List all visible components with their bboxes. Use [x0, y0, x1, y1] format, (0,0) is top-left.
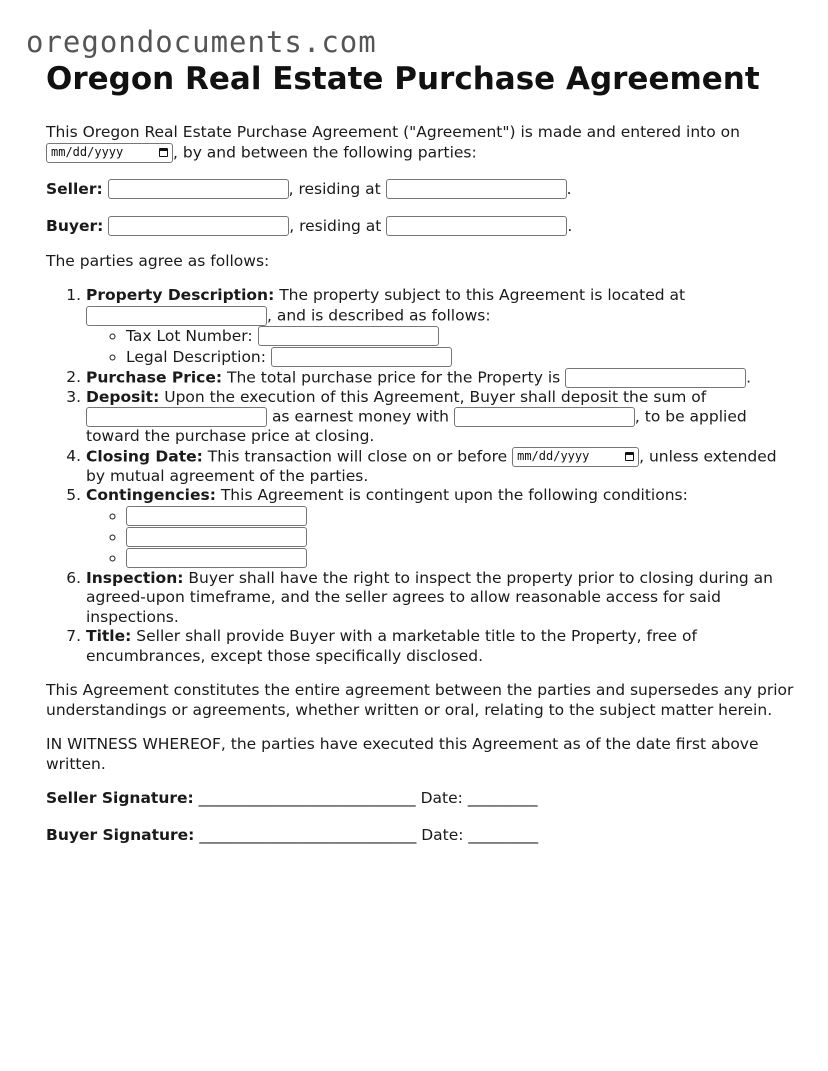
seller-name-input[interactable]: [108, 179, 289, 199]
deposit-label: Deposit:: [86, 387, 160, 406]
contingency-input-2[interactable]: [126, 527, 307, 547]
closing-label: Closing Date:: [86, 447, 203, 465]
list-item: [126, 548, 796, 569]
contingency-input-1[interactable]: [126, 506, 307, 526]
list-item-contingencies: [86, 486, 796, 569]
title-label: Title:: [86, 627, 132, 645]
closing-date-input[interactable]: [512, 447, 639, 467]
buyer-address-input[interactable]: [386, 216, 567, 236]
price-text: The total purchase price for the Property is: [227, 368, 561, 386]
legal-description-input[interactable]: [271, 347, 452, 367]
price-label: Purchase Price:: [86, 368, 223, 386]
closing-after-text: , unless extended by mutual agreement of the parties.: [86, 447, 777, 485]
intro-text-after: , by and between the following parties:: [173, 143, 477, 161]
escrow-holder-input[interactable]: [454, 407, 635, 427]
seller-residing-text: , residing at: [288, 179, 381, 198]
seller-signature-label: Seller Signature:: [46, 789, 194, 807]
date-placeholder: mm/dd/yyyy: [517, 448, 590, 463]
seller-line: [46, 178, 796, 200]
deposit-after-text: , to be applied toward the purchase price at closing.: [86, 407, 747, 445]
list-item-price: [86, 368, 796, 388]
closing-text: This transaction will close on or before: [207, 447, 508, 465]
list-item-closing: [86, 447, 796, 487]
list-item-property: [86, 286, 796, 368]
list-item-title: [86, 627, 796, 666]
buyer-name-input[interactable]: [108, 216, 289, 236]
intro-text: This Oregon Real Estate Purchase Agreement ("Agreement") is made and entered into on: [46, 123, 740, 141]
buyer-signature-blank: ____________________________ Date: _________: [199, 825, 539, 844]
contingencies-list: [86, 506, 796, 569]
property-after-text: , and is described as follows:: [267, 306, 491, 324]
seller-label: Seller:: [46, 179, 103, 198]
period: .: [566, 179, 572, 198]
list-item-deposit: [86, 388, 796, 447]
tax-lot-input[interactable]: [258, 326, 439, 346]
seller-signature-line: [46, 789, 796, 809]
buyer-signature-line: [46, 826, 796, 846]
buyer-residing-text: , residing at: [289, 216, 382, 235]
seller-address-input[interactable]: [386, 179, 567, 199]
period: .: [567, 216, 573, 235]
deposit-mid-text: as earnest money with: [271, 407, 449, 426]
contingencies-label: Contingencies:: [86, 486, 216, 504]
date-placeholder: mm/dd/yyyy: [51, 144, 124, 159]
buyer-signature-label: Buyer Signature:: [46, 825, 195, 844]
witness-paragraph: IN WITNESS WHEREOF, the parties have executed this Agreement as of the date first above written.: [46, 735, 759, 773]
deposit-amount-input[interactable]: [86, 407, 267, 427]
contingencies-text: This Agreement is contingent upon the following conditions:: [220, 486, 688, 504]
list-item: [126, 347, 796, 368]
list-item: [126, 527, 796, 548]
buyer-label: Buyer:: [46, 216, 104, 235]
deposit-text: Upon the execution of this Agreement, Buyer shall deposit the sum of: [164, 387, 707, 406]
contingency-input-3[interactable]: [126, 548, 307, 568]
intro-paragraph: [46, 123, 796, 163]
list-item: [126, 506, 796, 527]
tax-lot-label: Tax Lot Number:: [126, 326, 253, 345]
list-item-inspection: [86, 569, 796, 628]
document: [46, 60, 796, 845]
agreement-date-input[interactable]: [46, 143, 173, 163]
page-title: Oregon Real Estate Purchase Agreement: [46, 61, 760, 97]
seller-signature-blank: ____________________________ Date: _________: [198, 789, 538, 807]
title-text: Seller shall provide Buyer with a marketable title to the Property, free of encumbrances, except those specifically disclosed.: [86, 627, 697, 665]
agree-text: The parties agree as follows:: [46, 251, 270, 270]
terms-list: [46, 286, 796, 666]
watermark: oregondocuments.com: [26, 25, 377, 59]
legal-description-label: Legal Description:: [126, 347, 266, 366]
inspection-label: Inspection:: [86, 568, 184, 587]
list-item: [126, 326, 796, 347]
inspection-text: Buyer shall have the right to inspect the property prior to closing during an agreed-upon timeframe, and the seller agrees to allow reasonable access for said inspections.: [86, 568, 774, 626]
calendar-icon[interactable]: [159, 148, 168, 157]
property-details-list: [86, 326, 796, 368]
entire-agreement-paragraph: This Agreement constitutes the entire agreement between the parties and supersedes any prior understandings or agreements, whether written or oral, relating to the subject matter herein.: [46, 681, 794, 719]
calendar-icon[interactable]: [625, 452, 634, 461]
property-label: Property Description:: [86, 286, 275, 304]
buyer-line: [46, 215, 796, 237]
purchase-price-input[interactable]: [565, 368, 746, 388]
property-location-input[interactable]: [86, 306, 267, 326]
period: .: [746, 368, 752, 386]
property-text: The property subject to this Agreement is located at: [279, 286, 686, 304]
